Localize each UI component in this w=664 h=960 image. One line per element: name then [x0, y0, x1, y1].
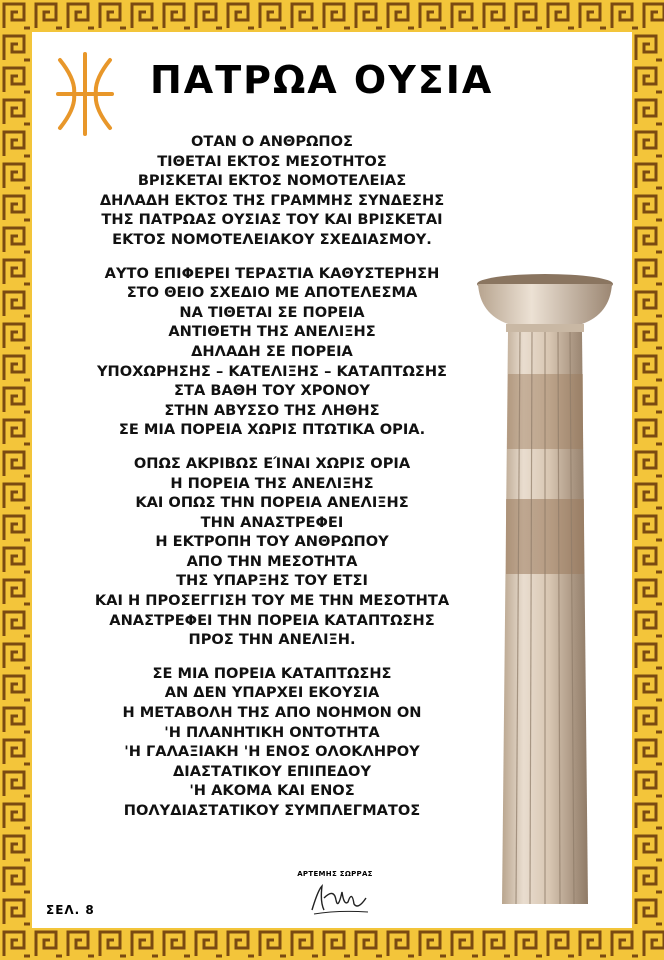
content-area [32, 32, 632, 928]
meander-border-left [0, 32, 32, 928]
author-name: ΑΡΤΕΜΗΣ ΣΩΡΡΑΣ [297, 870, 373, 878]
poem-line: ΤΗΣ ΥΠΑΡΞΗΣ ΤΟΥ ΕΤΣΙ [176, 572, 368, 590]
poem-line: ΣΤΗΝ ΑΒΥΣΣΟ ΤΗΣ ΛΗΘΗΣ [164, 401, 380, 419]
page-title: ΠΑΤΡΩΑ ΟΥΣΙΑ [150, 58, 494, 102]
stanza [32, 664, 512, 821]
signature-icon [308, 880, 372, 920]
poem-line: ΕΚΤΟΣ ΝΟΜΟΤΕΛΕΙΑΚΟΥ ΣΧΕΔΙΑΣΜΟΥ. [112, 230, 432, 248]
poem-line: ΠΟΛΥΔΙΑΣΤΑΤΙΚΟΥ ΣΥΜΠΛΕΓΜΑΤΟΣ [123, 802, 421, 819]
poem-line: Η ΜΕΤΑΒΟΛΗ ΤΗΣ ΑΠΟ ΝΟΗΜΟΝ ΟΝ [122, 704, 422, 722]
poem-line: ΔΗΛΑΔΗ ΕΚΤΟΣ ΤΗΣ ΓΡΑΜΜΗΣ ΣΥΝΔΕΣΗΣ [99, 191, 445, 209]
poem-line: ΤΗΝ ΑΝΑΣΤΡΕΦΕΙ [200, 513, 344, 531]
meander-border-top [0, 0, 664, 32]
meander-border-right [632, 32, 664, 928]
poem-line: ΣΕ ΜΙΑ ΠΟΡΕΙΑ ΧΩΡΙΣ ΠΤΩΤΙΚΑ ΟΡΙΑ. [118, 421, 426, 439]
poem-line: ΒΡΙΣΚΕΤΑΙ ΕΚΤΟΣ ΝΟΜΟΤΕΛΕΙΑΣ [137, 172, 407, 190]
poem-line: ΣΤΑ ΒΑΘΗ ΤΟΥ ΧΡΟΝΟΥ [174, 382, 370, 400]
poem-line: ΔΗΛΑΔΗ ΣΕ ΠΟΡΕΙΑ [191, 342, 353, 360]
poem-line: ΥΠΟΧΩΡΗΣΗΣ – ΚΑΤΕΛΙΞΗΣ – ΚΑΤΑΠΤΩΣΗΣ [96, 362, 448, 380]
poem-line: ΑΝΤΙΘΕΤΗ ΤΗΣ ΑΝΕΛΙΞΗΣ [168, 323, 376, 341]
poem-line: Η ΕΚΤΡΟΠΗ ΤΟΥ ΑΝΘΡΩΠΟΥ [155, 533, 389, 551]
chaos-star-symbol-icon [50, 50, 120, 138]
poem-line: ΚΑΙ Η ΠΡΟΣΕΓΓΙΣΗ ΤΟΥ ΜΕ ΤΗΝ ΜΕΣΟΤΗΤΑ [94, 592, 450, 610]
poem-line: ΠΡΟΣ ΤΗΝ ΑΝΕΛΙΞΗ. [188, 631, 356, 649]
poem-line: 'Η ΑΚΟΜΑ ΚΑΙ ΕΝΟΣ [189, 782, 355, 800]
poem-line: ΝΑ ΤΙΘΕΤΑΙ ΣΕ ΠΟΡΕΙΑ [179, 303, 365, 321]
page-number: ΣΕΛ. 8 [46, 903, 95, 917]
stanza [32, 454, 512, 650]
poem-line: ΟΤΑΝ Ο ΑΝΘΡΩΠΟΣ [190, 133, 354, 150]
poem-line: ΤΗΣ ΠΑΤΡΩΑΣ ΟΥΣΙΑΣ ΤΟΥ ΚΑΙ ΒΡΙΣΚΕΤΑΙ [101, 211, 443, 229]
poem-line: 'Η ΠΛΑΝΗΤΙΚΗ ΟΝΤΟΤΗΤΑ [164, 723, 380, 741]
poem-line: ΤΙΘΕΤΑΙ ΕΚΤΟΣ ΜΕΣΟΤΗΤΟΣ [157, 152, 387, 170]
poem-line: ΣΤΟ ΘΕΙΟ ΣΧΕΔΙΟ ΜΕ ΑΠΟΤΕΛΕΣΜΑ [126, 284, 418, 302]
poem-line: ΑΥΤΟ ΕΠΙΦΕΡΕΙ ΤΕΡΑΣΤΙΑ ΚΑΘΥΣΤΕΡΗΣΗ [104, 264, 440, 282]
poem-line: ΑΝΑΣΤΡΕΦΕΙ ΤΗΝ ΠΟΡΕΙΑ ΚΑΤΑΠΤΩΣΗΣ [109, 611, 435, 629]
stanza [32, 264, 512, 440]
poem-line: ΟΠΩΣ ΑΚΡΙΒΩΣ ΕΊΝΑΙ ΧΩΡΙΣ ΟΡΙΑ [133, 454, 411, 472]
poem-line: ΑΝ ΔΕΝ ΥΠΑΡΧΕΙ ΕΚΟΥΣΙΑ [164, 684, 380, 702]
stanza [32, 132, 512, 250]
poem-text [32, 132, 512, 835]
poem-line: ΑΠΟ ΤΗΝ ΜΕΣΟΤΗΤΑ [186, 552, 358, 570]
poem-line: ΣΕ ΜΙΑ ΠΟΡΕΙΑ ΚΑΤΑΠΤΩΣΗΣ [152, 664, 392, 682]
poem-line: ΚΑΙ ΟΠΩΣ ΤΗΝ ΠΟΡΕΙΑ ΑΝΕΛΙΞΗΣ [135, 494, 409, 512]
poem-line: Η ΠΟΡΕΙΑ ΤΗΣ ΑΝΕΛΙΞΗΣ [170, 474, 374, 492]
meander-border-bottom [0, 928, 664, 960]
doric-column-image [470, 244, 620, 910]
poem-line: ΔΙΑΣΤΑΤΙΚΟΥ ΕΠΙΠΕΔΟΥ [172, 762, 372, 780]
poem-line: 'Η ΓΑΛΑΞΙΑΚΗ 'Η ΕΝΟΣ ΟΛΟΚΛΗΡΟΥ [124, 743, 420, 761]
